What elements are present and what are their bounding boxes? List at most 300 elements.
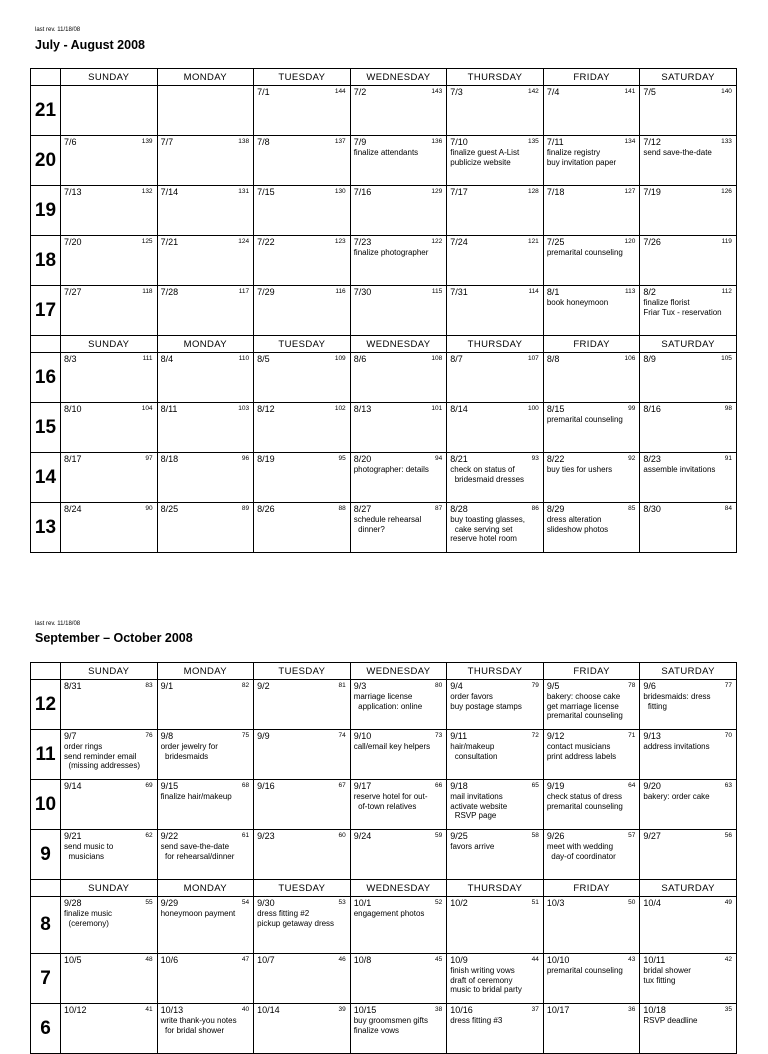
day-cell bbox=[543, 86, 640, 136]
day-cell bbox=[350, 954, 447, 1004]
day-cell bbox=[61, 1004, 158, 1054]
day-cell bbox=[447, 954, 544, 1004]
days-countdown: 81 bbox=[338, 682, 346, 689]
day-cell bbox=[61, 286, 158, 336]
day-cell bbox=[254, 680, 351, 730]
calendar-title: September – October 2008 bbox=[35, 631, 193, 645]
day-date: 10/16 bbox=[450, 1005, 473, 1015]
days-countdown: 109 bbox=[334, 355, 346, 362]
days-countdown: 121 bbox=[527, 238, 539, 245]
day-tasks: bakery: order cake bbox=[643, 792, 710, 801]
day-date: 7/8 bbox=[257, 137, 270, 147]
day-cell bbox=[157, 286, 254, 336]
day-date: 7/12 bbox=[643, 137, 661, 147]
day-tasks: engagement photos bbox=[353, 909, 425, 918]
day-date: 9/2 bbox=[257, 681, 270, 691]
days-countdown: 93 bbox=[531, 455, 539, 462]
day-cell bbox=[157, 86, 254, 136]
day-cell bbox=[350, 86, 447, 136]
day-cell bbox=[543, 186, 640, 236]
day-date: 8/14 bbox=[450, 404, 468, 414]
day-cell bbox=[157, 954, 254, 1004]
day-date: 9/12 bbox=[546, 731, 565, 741]
day-cell bbox=[61, 830, 158, 880]
day-header-row bbox=[31, 69, 737, 86]
day-date: 8/24 bbox=[64, 504, 82, 514]
day-cell bbox=[447, 403, 544, 453]
header-corner bbox=[31, 69, 61, 86]
day-cell bbox=[350, 897, 447, 954]
day-cell bbox=[61, 730, 158, 780]
days-countdown: 54 bbox=[241, 899, 250, 906]
calendar-title: July - August 2008 bbox=[35, 38, 145, 52]
day-cell bbox=[640, 830, 737, 880]
day-date: 7/6 bbox=[64, 137, 77, 147]
day-cell bbox=[447, 780, 544, 830]
day-date: 8/13 bbox=[353, 404, 372, 414]
day-date: 8/17 bbox=[64, 454, 82, 464]
day-cell bbox=[157, 1004, 254, 1054]
day-cell bbox=[157, 236, 254, 286]
day-cell bbox=[447, 236, 544, 286]
week-row bbox=[31, 730, 737, 780]
day-cell bbox=[157, 503, 254, 553]
days-countdown: 144 bbox=[334, 88, 346, 95]
days-countdown: 104 bbox=[141, 405, 153, 412]
day-tasks: call/email key helpers bbox=[353, 742, 431, 751]
days-countdown: 62 bbox=[145, 832, 153, 839]
days-countdown: 128 bbox=[527, 188, 539, 195]
days-countdown: 115 bbox=[431, 288, 443, 295]
days-countdown: 52 bbox=[435, 899, 443, 906]
week-row bbox=[31, 186, 737, 236]
day-cell bbox=[350, 503, 447, 553]
day-cell bbox=[447, 86, 544, 136]
week-row bbox=[31, 236, 737, 286]
days-countdown: 63 bbox=[724, 782, 732, 789]
day-cell bbox=[350, 186, 447, 236]
day-date: 9/21 bbox=[64, 831, 82, 841]
days-countdown: 140 bbox=[721, 88, 732, 95]
day-date: 8/5 bbox=[257, 354, 270, 364]
days-countdown: 100 bbox=[527, 405, 539, 412]
days-countdown: 96 bbox=[241, 455, 250, 462]
day-cell bbox=[640, 680, 737, 730]
day-tasks: honeymoon payment bbox=[160, 909, 236, 918]
day-date: 9/6 bbox=[643, 681, 656, 691]
day-date: 10/7 bbox=[257, 955, 275, 965]
day-cell bbox=[157, 136, 254, 186]
days-countdown: 119 bbox=[721, 238, 732, 245]
days-countdown: 130 bbox=[334, 188, 346, 195]
day-tasks: finalize attendants bbox=[353, 148, 419, 157]
days-countdown: 41 bbox=[145, 1006, 153, 1013]
days-countdown: 111 bbox=[142, 355, 153, 362]
day-cell bbox=[61, 780, 158, 830]
weeks-remaining: 19 bbox=[31, 186, 61, 236]
weeks-remaining: 17 bbox=[31, 286, 61, 336]
day-name-tuesday: TUESDAY bbox=[254, 880, 351, 897]
weeks-remaining: 8 bbox=[31, 897, 61, 954]
day-cell bbox=[640, 780, 737, 830]
days-countdown: 75 bbox=[241, 732, 250, 739]
day-cell bbox=[447, 1004, 544, 1054]
day-tasks: finalize guest A-List publicize website bbox=[450, 148, 520, 167]
day-date: 9/19 bbox=[546, 781, 565, 791]
days-countdown: 42 bbox=[724, 956, 732, 963]
days-countdown: 108 bbox=[431, 355, 443, 362]
day-cell bbox=[157, 780, 254, 830]
day-tasks: favors arrive bbox=[450, 842, 495, 851]
day-date: 8/26 bbox=[257, 504, 275, 514]
days-countdown: 143 bbox=[431, 88, 443, 95]
week-row bbox=[31, 1004, 737, 1054]
days-countdown: 141 bbox=[624, 88, 636, 95]
day-cell bbox=[350, 403, 447, 453]
day-date: 9/3 bbox=[353, 681, 367, 691]
days-countdown: 97 bbox=[145, 455, 153, 462]
days-countdown: 91 bbox=[724, 455, 732, 462]
day-cell bbox=[254, 236, 351, 286]
day-cell bbox=[157, 730, 254, 780]
day-date: 10/4 bbox=[643, 898, 661, 908]
day-date: 8/9 bbox=[643, 354, 656, 364]
days-countdown: 46 bbox=[338, 956, 346, 963]
days-countdown: 135 bbox=[527, 138, 539, 145]
day-tasks: assemble invitations bbox=[643, 465, 716, 474]
day-date: 7/13 bbox=[64, 187, 82, 197]
day-cell bbox=[254, 136, 351, 186]
day-cell bbox=[447, 136, 544, 186]
day-name-monday: MONDAY bbox=[157, 663, 254, 680]
days-countdown: 72 bbox=[531, 732, 539, 739]
day-cell bbox=[157, 186, 254, 236]
days-countdown: 58 bbox=[531, 832, 539, 839]
days-countdown: 136 bbox=[431, 138, 443, 145]
day-date: 9/27 bbox=[643, 831, 661, 841]
day-cell bbox=[447, 353, 544, 403]
day-date: 10/17 bbox=[546, 1005, 570, 1015]
days-countdown: 49 bbox=[724, 899, 732, 906]
day-date: 7/2 bbox=[353, 87, 367, 97]
day-date: 7/14 bbox=[160, 187, 179, 197]
day-name-monday: MONDAY bbox=[157, 336, 254, 353]
day-name-sunday: SUNDAY bbox=[61, 336, 158, 353]
day-name-wednesday: WEDNESDAY bbox=[350, 880, 447, 897]
days-countdown: 132 bbox=[141, 188, 153, 195]
days-countdown: 134 bbox=[624, 138, 636, 145]
day-cell bbox=[61, 897, 158, 954]
day-cell bbox=[350, 136, 447, 186]
days-countdown: 37 bbox=[531, 1006, 539, 1013]
day-cell bbox=[350, 286, 447, 336]
weeks-remaining: 9 bbox=[31, 830, 61, 880]
day-date: 8/28 bbox=[450, 504, 468, 514]
day-date: 9/30 bbox=[257, 898, 275, 908]
day-date: 10/14 bbox=[257, 1005, 280, 1015]
day-cell bbox=[157, 453, 254, 503]
days-countdown: 138 bbox=[238, 138, 250, 145]
day-header-row bbox=[31, 663, 737, 680]
day-cell bbox=[640, 954, 737, 1004]
day-cell bbox=[640, 1004, 737, 1054]
day-date: 10/1 bbox=[353, 898, 372, 908]
day-cell bbox=[543, 353, 640, 403]
day-cell bbox=[543, 830, 640, 880]
day-date: 8/16 bbox=[643, 404, 661, 414]
day-date: 10/15 bbox=[353, 1005, 377, 1015]
day-date: 9/10 bbox=[353, 731, 372, 741]
day-header-row bbox=[31, 336, 737, 353]
day-tasks: buy groomsmen gifts finalize vows bbox=[353, 1016, 428, 1035]
day-date: 10/10 bbox=[546, 955, 570, 965]
day-name-saturday: SATURDAY bbox=[640, 69, 737, 86]
days-countdown: 69 bbox=[145, 782, 153, 789]
day-date: 8/22 bbox=[546, 454, 565, 464]
day-date: 9/16 bbox=[257, 781, 275, 791]
day-date: 9/9 bbox=[257, 731, 270, 741]
day-cell bbox=[254, 86, 351, 136]
day-cell bbox=[350, 353, 447, 403]
day-date: 10/11 bbox=[643, 955, 666, 965]
day-date: 9/22 bbox=[160, 831, 179, 841]
day-date: 8/18 bbox=[160, 454, 179, 464]
header-corner bbox=[31, 336, 61, 353]
day-date: 7/18 bbox=[546, 187, 565, 197]
day-date: 10/9 bbox=[450, 955, 468, 965]
day-tasks: order rings send reminder email (missing addresses) bbox=[64, 742, 141, 771]
weeks-remaining: 16 bbox=[31, 353, 61, 403]
days-countdown: 59 bbox=[435, 832, 443, 839]
day-cell bbox=[61, 353, 158, 403]
days-countdown: 80 bbox=[435, 682, 443, 689]
day-date: 8/4 bbox=[160, 354, 174, 364]
day-cell bbox=[254, 286, 351, 336]
day-date: 9/15 bbox=[160, 781, 179, 791]
day-date: 7/25 bbox=[546, 237, 565, 247]
day-cell bbox=[254, 780, 351, 830]
days-countdown: 48 bbox=[145, 956, 153, 963]
weeks-remaining: 10 bbox=[31, 780, 61, 830]
days-countdown: 112 bbox=[721, 288, 732, 295]
day-date: 7/27 bbox=[64, 287, 82, 297]
weeks-remaining: 11 bbox=[31, 730, 61, 780]
day-date: 10/5 bbox=[64, 955, 82, 965]
day-date: 10/8 bbox=[353, 955, 372, 965]
days-countdown: 43 bbox=[628, 956, 636, 963]
day-date: 7/28 bbox=[160, 287, 179, 297]
day-date: 8/12 bbox=[257, 404, 275, 414]
days-countdown: 85 bbox=[628, 505, 636, 512]
day-date: 9/24 bbox=[353, 831, 372, 841]
day-cell bbox=[543, 453, 640, 503]
day-date: 7/1 bbox=[257, 87, 270, 97]
days-countdown: 92 bbox=[628, 455, 636, 462]
day-date: 8/2 bbox=[643, 287, 656, 297]
day-name-tuesday: TUESDAY bbox=[254, 663, 351, 680]
day-cell bbox=[61, 680, 158, 730]
days-countdown: 133 bbox=[721, 138, 732, 145]
days-countdown: 73 bbox=[435, 732, 443, 739]
week-row bbox=[31, 86, 737, 136]
day-name-wednesday: WEDNESDAY bbox=[350, 69, 447, 86]
day-date: 9/17 bbox=[353, 781, 372, 791]
day-date: 8/21 bbox=[450, 454, 468, 464]
day-tasks: photographer: details bbox=[353, 465, 429, 474]
days-countdown: 84 bbox=[724, 505, 732, 512]
day-cell bbox=[254, 730, 351, 780]
days-countdown: 50 bbox=[628, 899, 636, 906]
day-cell bbox=[61, 236, 158, 286]
day-tasks: finalize florist Friar Tux - reservation bbox=[643, 298, 722, 317]
day-date: 9/23 bbox=[257, 831, 275, 841]
days-countdown: 113 bbox=[625, 288, 636, 295]
day-tasks: dress fitting #3 bbox=[450, 1016, 503, 1025]
day-date: 7/19 bbox=[643, 187, 661, 197]
day-date: 10/12 bbox=[64, 1005, 87, 1015]
day-tasks: RSVP deadline bbox=[643, 1016, 698, 1025]
days-countdown: 56 bbox=[724, 832, 732, 839]
day-cell bbox=[640, 403, 737, 453]
day-cell bbox=[640, 503, 737, 553]
day-cell bbox=[61, 503, 158, 553]
day-date: 7/9 bbox=[353, 137, 367, 147]
day-tasks: send music to musicians bbox=[64, 842, 114, 861]
header-corner bbox=[31, 880, 61, 897]
day-name-saturday: SATURDAY bbox=[640, 663, 737, 680]
weeks-remaining: 14 bbox=[31, 453, 61, 503]
day-date: 7/17 bbox=[450, 187, 468, 197]
days-countdown: 82 bbox=[241, 682, 250, 689]
day-cell bbox=[447, 503, 544, 553]
week-row bbox=[31, 954, 737, 1004]
day-cell bbox=[543, 680, 640, 730]
day-date: 9/5 bbox=[546, 681, 560, 691]
day-tasks: write thank-you notes for bridal shower bbox=[160, 1016, 237, 1035]
day-tasks: hair/makeup consultation bbox=[450, 742, 498, 761]
day-tasks: order jewelry for bridesmaids bbox=[160, 742, 218, 761]
day-date: 8/31 bbox=[64, 681, 82, 691]
day-date: 7/24 bbox=[450, 237, 468, 247]
day-name-sunday: SUNDAY bbox=[61, 880, 158, 897]
day-cell bbox=[543, 954, 640, 1004]
days-countdown: 89 bbox=[241, 505, 250, 512]
days-countdown: 107 bbox=[527, 355, 539, 362]
days-countdown: 98 bbox=[724, 405, 732, 412]
day-tasks: reserve hotel for out- of-town relatives bbox=[353, 792, 428, 811]
header-corner bbox=[31, 663, 61, 680]
weeks-remaining: 15 bbox=[31, 403, 61, 453]
day-date: 7/21 bbox=[160, 237, 179, 247]
day-date: 9/8 bbox=[160, 731, 174, 741]
day-tasks: finalize music (ceremony) bbox=[64, 909, 113, 928]
day-cell bbox=[447, 730, 544, 780]
day-date: 9/28 bbox=[64, 898, 82, 908]
day-date: 7/3 bbox=[450, 87, 463, 97]
day-cell bbox=[447, 830, 544, 880]
day-tasks: address invitations bbox=[643, 742, 710, 751]
day-tasks: premarital counseling bbox=[546, 415, 623, 424]
day-cell bbox=[640, 353, 737, 403]
day-cell bbox=[543, 780, 640, 830]
day-cell bbox=[61, 453, 158, 503]
day-name-tuesday: TUESDAY bbox=[254, 69, 351, 86]
day-cell bbox=[157, 830, 254, 880]
revision-note: last rev. 11/18/08 bbox=[35, 621, 81, 627]
day-cell bbox=[447, 680, 544, 730]
day-date: 7/23 bbox=[353, 237, 372, 247]
day-date: 9/4 bbox=[450, 681, 463, 691]
day-date: 8/6 bbox=[353, 354, 367, 364]
day-cell bbox=[254, 353, 351, 403]
day-tasks: check status of dress premarital counseling bbox=[546, 792, 623, 811]
day-cell bbox=[157, 403, 254, 453]
week-row bbox=[31, 453, 737, 503]
day-cell bbox=[350, 830, 447, 880]
days-countdown: 105 bbox=[721, 355, 732, 362]
day-date: 7/4 bbox=[546, 87, 560, 97]
day-cell bbox=[640, 286, 737, 336]
day-tasks: meet with wedding day-of coordinator bbox=[546, 842, 616, 861]
day-tasks: bakery: choose cake get marriage license premarital counseling bbox=[546, 692, 623, 721]
day-date: 8/8 bbox=[546, 354, 560, 364]
day-tasks: finish writing vows draft of ceremony music to bridal party bbox=[450, 966, 522, 995]
day-date: 9/25 bbox=[450, 831, 468, 841]
day-cell bbox=[350, 780, 447, 830]
day-date: 9/7 bbox=[64, 731, 77, 741]
day-tasks: marriage license application: online bbox=[353, 692, 423, 711]
day-cell bbox=[640, 897, 737, 954]
day-tasks: finalize hair/makeup bbox=[160, 792, 232, 801]
days-countdown: 74 bbox=[338, 732, 346, 739]
day-tasks: buy toasting glasses, cake serving set reserve hotel room bbox=[450, 515, 525, 544]
day-cell bbox=[640, 236, 737, 286]
day-name-friday: FRIDAY bbox=[543, 663, 640, 680]
day-cell bbox=[254, 403, 351, 453]
day-cell bbox=[543, 730, 640, 780]
days-countdown: 77 bbox=[724, 682, 732, 689]
day-date: 9/18 bbox=[450, 781, 468, 791]
weeks-remaining: 6 bbox=[31, 1004, 61, 1054]
day-tasks: schedule rehearsal dinner? bbox=[353, 515, 422, 534]
days-countdown: 103 bbox=[238, 405, 250, 412]
day-cell bbox=[447, 286, 544, 336]
weeks-remaining: 20 bbox=[31, 136, 61, 186]
day-date: 7/16 bbox=[353, 187, 372, 197]
day-name-thursday: THURSDAY bbox=[447, 69, 544, 86]
day-date: 7/22 bbox=[257, 237, 275, 247]
day-cell bbox=[254, 1004, 351, 1054]
day-name-sunday: SUNDAY bbox=[61, 69, 158, 86]
day-date: 8/3 bbox=[64, 354, 77, 364]
day-cell bbox=[61, 136, 158, 186]
days-countdown: 118 bbox=[142, 288, 153, 295]
days-countdown: 95 bbox=[338, 455, 346, 462]
days-countdown: 55 bbox=[145, 899, 153, 906]
day-date: 9/20 bbox=[643, 781, 661, 791]
day-date: 9/11 bbox=[450, 731, 468, 741]
day-date: 10/18 bbox=[643, 1005, 666, 1015]
days-countdown: 38 bbox=[435, 1006, 443, 1013]
day-name-saturday: SATURDAY bbox=[640, 336, 737, 353]
week-row bbox=[31, 780, 737, 830]
revision-note: last rev. 11/18/08 bbox=[35, 27, 81, 33]
day-name-monday: MONDAY bbox=[157, 69, 254, 86]
day-date: 7/7 bbox=[160, 137, 174, 147]
day-date: 8/30 bbox=[643, 504, 661, 514]
day-tasks: premarital counseling bbox=[546, 248, 623, 257]
day-name-monday: MONDAY bbox=[157, 880, 254, 897]
